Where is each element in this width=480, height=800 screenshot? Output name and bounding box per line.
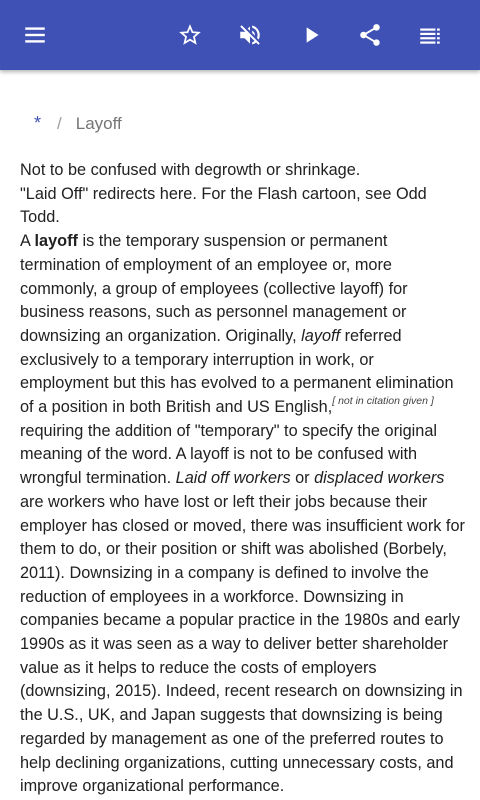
text-run: are workers who have lost or left their jobs because their employer has closed or moved, there was insufficient work for them to do, or their position or shift was abolished (Borbely, 2011). Downsizing in a company is defined to involve the reduction of employees in a workforce. Downsizing in companies became a popular practice in the 1980s and early 1990s as it was seen as a way to deliver better shareholder value as it helps to reduce the costs of employers (downsizing, 2015). Indeed, recent research on downsizing in the U.S., UK, and Japan suggests that downsizing is being regarded by management as one of the preferred routes to help declining organizations, cutting unnecessary costs, and improve organizational performance. [20,492,465,796]
menu-button[interactable] [7,0,63,70]
star-icon [177,22,203,48]
play-button[interactable] [283,0,339,70]
breadcrumb [34,113,122,134]
text-run: requiring the addition of "temporary" to specify the original meaning of the word. A layoff is not to be confused with wrongful termination. [20,421,438,488]
term-displaced-workers: displaced workers [314,469,445,488]
term-layoff: layoff [34,232,78,251]
play-icon [298,22,324,48]
breadcrumb-home-link[interactable]: * [34,113,42,133]
volume-off-icon [237,22,263,48]
hatnote-disambiguation: Not to be confused with degrowth or shrinkage. [20,161,361,179]
breadcrumb-separator: / [57,113,62,133]
favorite-button[interactable] [162,0,218,70]
citation-needed-note[interactable]: [ not in citation given ] [332,395,434,408]
list-icon [417,22,443,48]
text-run: or [290,469,315,488]
hatnote-redirect: "Laid Off" redirects here. For the Flash cartoon, see Odd Todd. [20,184,427,227]
term-laid-off-workers: Laid off workers [175,469,291,488]
share-icon [357,22,383,48]
mute-button[interactable] [222,0,278,70]
app-bar [0,0,480,70]
contents-button[interactable] [402,0,458,70]
term-layoff-italic: layoff [301,326,341,345]
text-run: is the temporary suspension or permanent termination of employment of an employee or, more commonly, a group of employees (collective layoff) for business reasons, such as personnel management or downsizing an organization. Originally, [20,232,408,345]
share-button[interactable] [342,0,398,70]
text-run: referred exclusively to a temporary interruption in work, or employment but this has evolved to a permanent elimination of a position in both British and US English, [20,326,454,417]
article-body [20,159,465,799]
text-run: A [20,232,35,251]
menu-icon [22,22,48,48]
breadcrumb-current: Layoff [75,113,122,133]
article-paragraph [20,230,465,799]
